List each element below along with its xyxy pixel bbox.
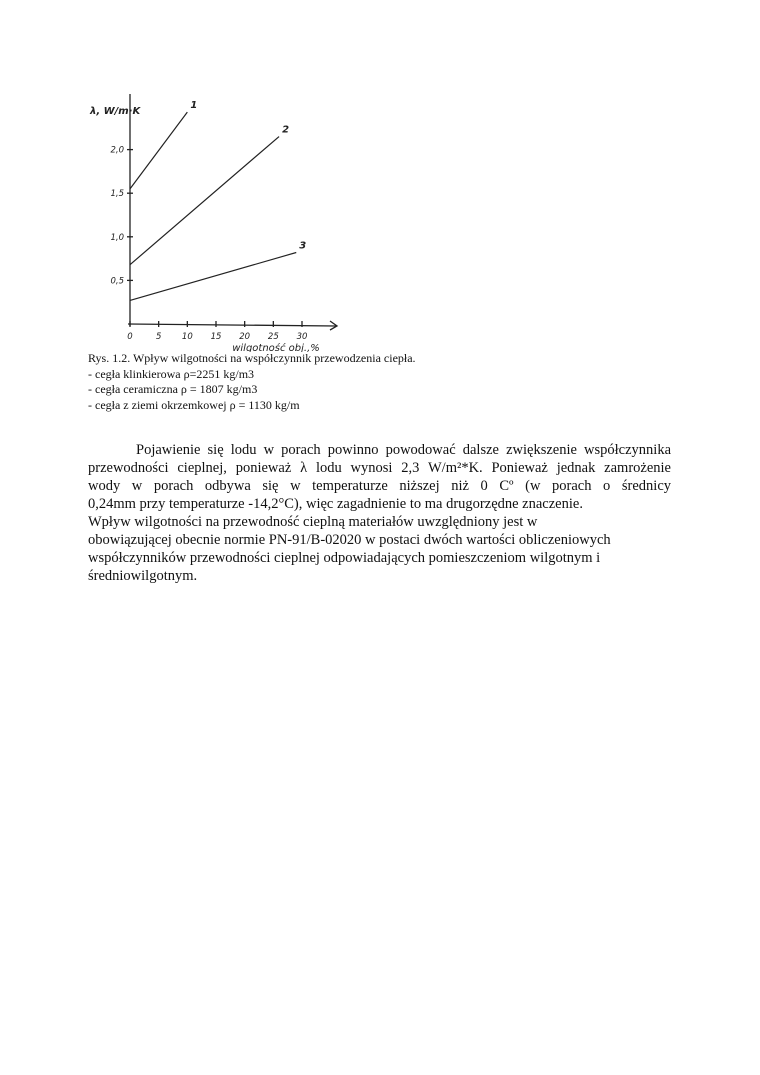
- x-tick-label: 20: [239, 332, 251, 342]
- figure-caption: [88, 351, 508, 413]
- body-text: [88, 441, 671, 585]
- paragraph-line: 0,24mm przy temperaturze -14,2°C), więc zagadnienie to ma drugorzędne znaczenie.: [88, 496, 583, 512]
- paragraph-line: przewodności cieplnej, ponieważ λ lodu wynosi 2,3 W/m²*K. Ponieważ jednak zamrożenie: [88, 460, 671, 476]
- x-tick-label: 30: [296, 332, 308, 342]
- series-line: [130, 112, 187, 189]
- paragraph-line: obowiązującej obecnie normie PN-91/B-02020 w postaci dwóch wartości obliczeniowych: [88, 532, 611, 548]
- paragraph-line: Pojawienie się lodu w porach powinno powodować dalsze zwiększenie współczynnika: [136, 442, 671, 458]
- series-label: 1: [190, 100, 198, 112]
- series-label: 2: [282, 124, 290, 136]
- paragraph-line: średniowilgotnym.: [88, 568, 198, 584]
- x-tick-label: 15: [210, 332, 222, 342]
- x-tick-label: 5: [155, 332, 162, 342]
- y-tick-label: 1,5: [110, 189, 124, 200]
- caption-title: Rys. 1.2. Wpływ wilgotności na współczynnik przewodzenia ciepła.: [88, 351, 416, 365]
- paragraph-line: wody w porach odbywa się w temperaturze niższej niż 0 Cº (w porach o średnicy: [88, 478, 671, 494]
- y-tick-label: 0,5: [110, 276, 124, 287]
- x-tick-label: 25: [267, 332, 279, 342]
- paragraph-line: współczynników przewodności cieplnej odpowiadających pomieszczeniom wilgotnym i: [88, 550, 601, 566]
- x-axis-label: wilgotność obj.,%: [232, 343, 320, 352]
- caption-item: - cegła ceramiczna ρ = 1807 kg/m3: [88, 382, 258, 396]
- series-line: [130, 137, 279, 265]
- caption-item: - cegła z ziemi okrzemkowej ρ = 1130 kg/m: [88, 397, 300, 412]
- y-axis-label: λ, W/m·K: [90, 106, 141, 117]
- x-tick-label: 10: [181, 332, 193, 342]
- moisture-conductivity-chart: [88, 84, 358, 352]
- y-tick-label: 1,0: [110, 232, 124, 243]
- y-tick-label: 2,0: [110, 145, 124, 156]
- paragraph-line: Wpływ wilgotności na przewodność cieplną materiałów uwzględniony jest w: [88, 514, 538, 530]
- chart-canvas: [88, 84, 358, 352]
- caption-item: - cegła klinkierowa ρ=2251 kg/m3: [88, 366, 255, 381]
- series-label: 3: [299, 240, 307, 252]
- series-line: [130, 252, 296, 300]
- x-tick-label: 0: [127, 332, 133, 342]
